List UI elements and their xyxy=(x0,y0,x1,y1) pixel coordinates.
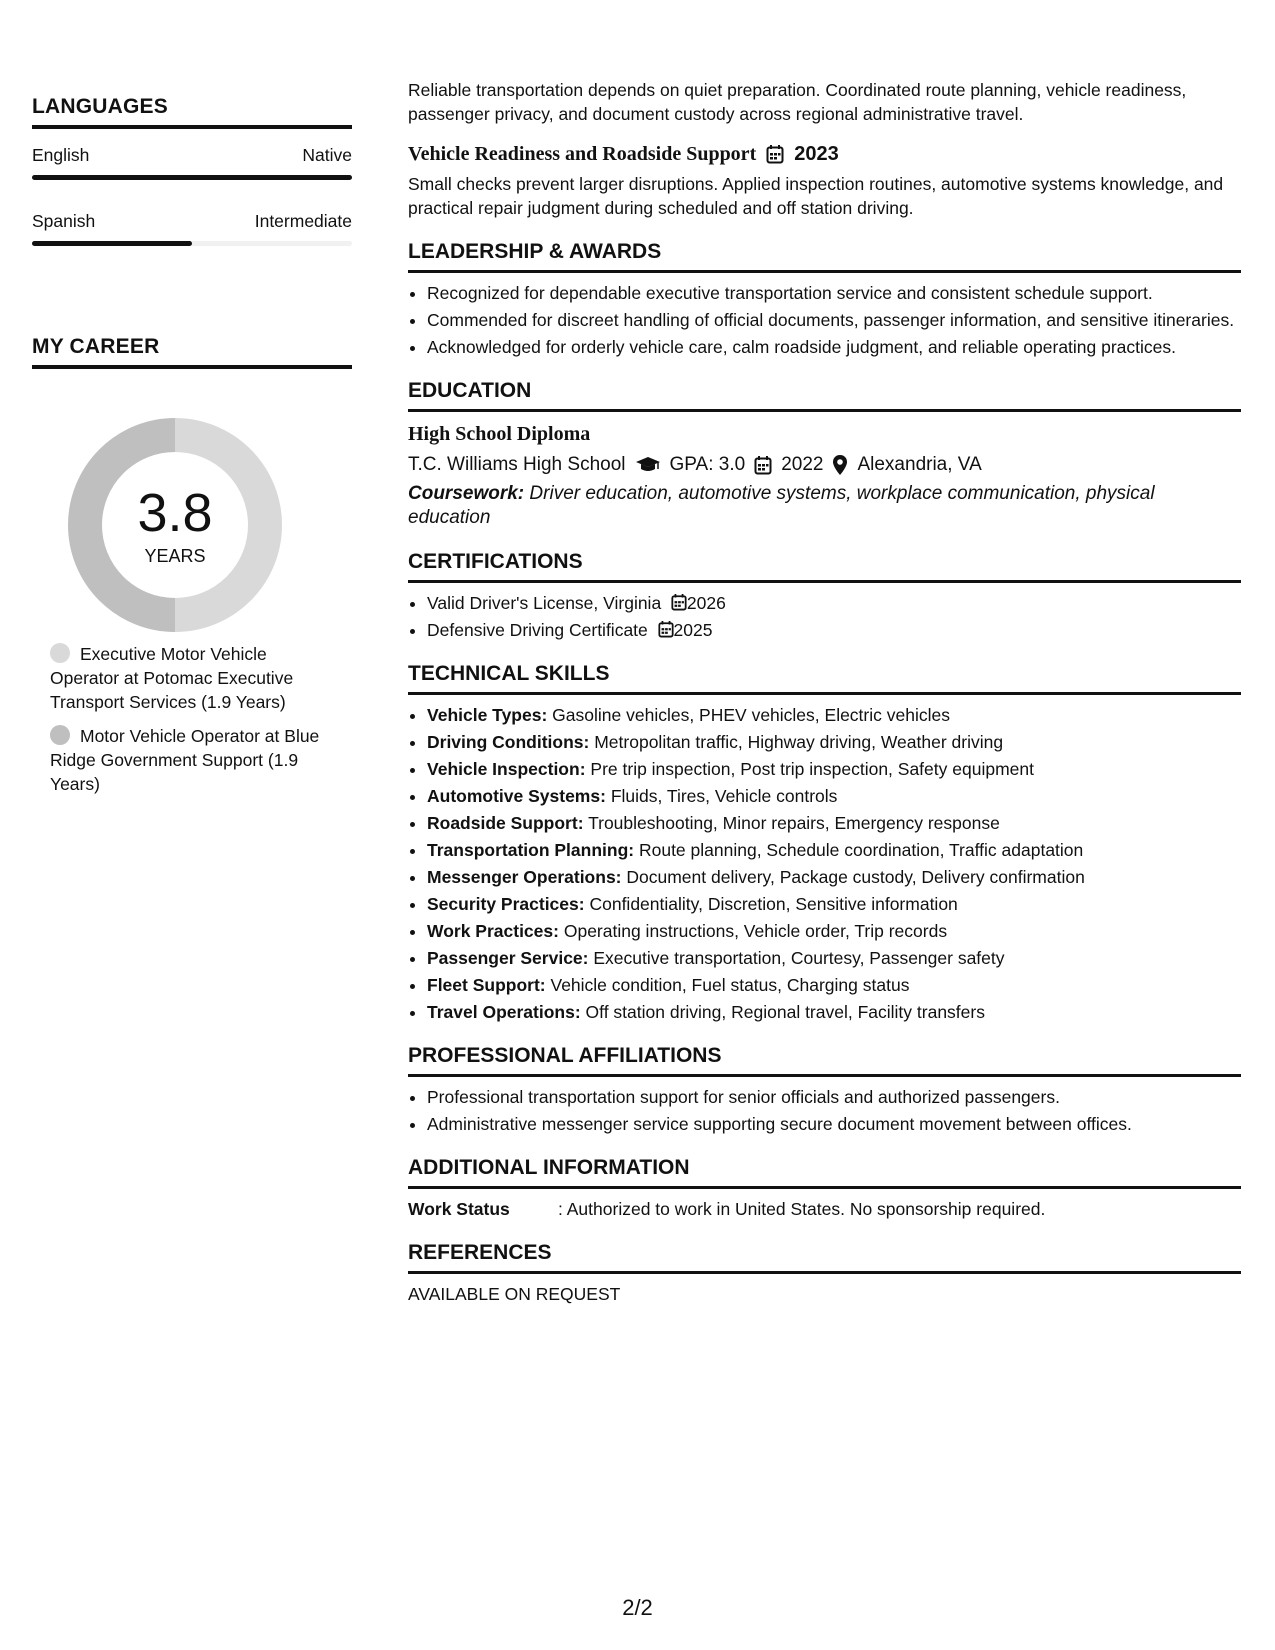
work-status-value: : Authorized to work in United States. No sponsorship required. xyxy=(558,1199,1046,1219)
calendar-icon xyxy=(671,593,687,611)
skill-label: Transportation Planning: xyxy=(427,840,635,860)
skill-label: Roadside Support: xyxy=(427,813,584,833)
intro-paragraph: Reliable transportation depends on quiet preparation. Coordinated route planning, vehicle readiness, passenger privacy, and document custody across regional administrative travel. xyxy=(408,80,1187,124)
skill-label: Driving Conditions: xyxy=(427,732,590,752)
leadership-list xyxy=(408,281,1241,359)
list-item xyxy=(427,618,1241,642)
list-item xyxy=(427,591,1241,615)
career-legend-item xyxy=(50,642,330,714)
graduation-year: 2022 xyxy=(781,454,824,475)
legend-dot xyxy=(50,643,70,663)
skill-item xyxy=(427,757,1241,781)
skill-item xyxy=(427,811,1241,835)
skill-value: Document delivery, Package custody, Delivery confirmation xyxy=(626,867,1085,887)
skill-label: Travel Operations: xyxy=(427,1002,581,1022)
languages-heading: LANGUAGES xyxy=(32,95,352,129)
skill-value: Confidentiality, Discretion, Sensitive information xyxy=(589,894,958,914)
career-heading: MY CAREER xyxy=(32,335,352,369)
career-total-value: 3.8 xyxy=(137,483,213,543)
skill-label: Work Practices: xyxy=(427,921,559,941)
certifications-list xyxy=(408,591,1241,642)
skill-label: Fleet Support: xyxy=(427,975,546,995)
references-text: AVAILABLE ON REQUEST xyxy=(408,1284,621,1304)
graduation-cap-icon xyxy=(635,456,661,474)
project-description: Small checks prevent larger disruptions. Applied inspection routines, automotive systems knowledge, and practical repair judgment during scheduled and off station driving. xyxy=(408,174,1224,218)
leadership-heading: LEADERSHIP & AWARDS xyxy=(408,238,1241,273)
skill-value: Pre trip inspection, Post trip inspection, Safety equipment xyxy=(590,759,1034,779)
skill-value: Metropolitan traffic, Highway driving, Weather driving xyxy=(594,732,1004,752)
skill-value: Route planning, Schedule coordination, Traffic adaptation xyxy=(638,840,1084,860)
skills-heading: TECHNICAL SKILLS xyxy=(408,660,1241,695)
affiliations-heading: PROFESSIONAL AFFILIATIONS xyxy=(408,1042,1241,1077)
education-details xyxy=(408,450,1241,480)
list-item: • Professional transportation support for senior officials and authorized passengers. xyxy=(427,1085,1241,1109)
calendar-icon xyxy=(766,144,784,164)
skill-item xyxy=(427,973,1241,997)
work-status-label: Work Status xyxy=(408,1199,510,1219)
school-location: Alexandria, VA xyxy=(857,454,982,475)
page-number: 2/2 xyxy=(622,1595,653,1620)
references-heading: REFERENCES xyxy=(408,1239,1241,1274)
calendar-icon xyxy=(658,620,674,638)
school-name: T.C. Williams High School xyxy=(408,454,626,475)
legend-dot xyxy=(50,725,70,745)
skill-value: Gasoline vehicles, PHEV vehicles, Electric vehicles xyxy=(552,705,950,725)
skill-item xyxy=(427,703,1241,727)
skill-item xyxy=(427,730,1241,754)
certifications-heading: CERTIFICATIONS xyxy=(408,548,1241,583)
language-bar-fill xyxy=(32,175,352,180)
skill-item xyxy=(427,865,1241,889)
career-donut-chart xyxy=(65,415,285,635)
coursework-text: Driver education, automotive systems, workplace communication, physical education xyxy=(408,483,1155,528)
language-name: English xyxy=(32,145,90,165)
list-item: • Acknowledged for orderly vehicle care, calm roadside judgment, and reliable operating practices. xyxy=(427,335,1241,359)
career-legend-label: Executive Motor Vehicle Operator at Potomac Executive Transport Services (1.9 Years) xyxy=(50,644,294,712)
skill-value: Operating instructions, Vehicle order, Trip records xyxy=(563,921,948,941)
certification-year: 2025 xyxy=(673,620,713,640)
skill-label: Vehicle Types: xyxy=(427,705,548,725)
work-status-row xyxy=(408,1197,1241,1221)
skill-label: Security Practices: xyxy=(427,894,585,914)
skill-value: Troubleshooting, Minor repairs, Emergency response xyxy=(588,813,1000,833)
skill-label: Automotive Systems: xyxy=(427,786,606,806)
skill-value: Off station driving, Regional travel, Facility transfers xyxy=(585,1002,985,1022)
gpa: GPA: 3.0 xyxy=(669,454,746,475)
language-row-spanish xyxy=(32,211,352,232)
skill-item xyxy=(427,838,1241,862)
skill-item xyxy=(427,892,1241,916)
additional-info-heading: ADDITIONAL INFORMATION xyxy=(408,1154,1241,1189)
career-legend-label: Motor Vehicle Operator at Blue Ridge Government Support (1.9 Years) xyxy=(50,726,320,794)
skill-label: Passenger Service: xyxy=(427,948,589,968)
language-name: Spanish xyxy=(32,211,96,231)
language-bar-spanish xyxy=(32,241,352,246)
skill-item xyxy=(427,919,1241,943)
certification-name: Defensive Driving Certificate xyxy=(427,620,648,640)
project-year: 2023 xyxy=(794,143,839,165)
language-bar-fill xyxy=(32,241,192,246)
certification-year: 2026 xyxy=(686,593,726,613)
degree-title: High School Diploma xyxy=(408,423,591,445)
skill-item xyxy=(427,784,1241,808)
affiliations-list xyxy=(408,1085,1241,1136)
coursework-label: Coursework: xyxy=(408,483,525,504)
language-level: Intermediate xyxy=(254,211,352,231)
calendar-icon xyxy=(754,455,772,475)
list-item: • Recognized for dependable executive transportation service and consistent schedule support. xyxy=(427,281,1241,305)
skill-value: Vehicle condition, Fuel status, Charging status xyxy=(550,975,910,995)
skill-item xyxy=(427,1000,1241,1024)
coursework xyxy=(408,482,1241,530)
project-title-row xyxy=(408,140,1241,168)
list-item: • Commended for discreet handling of official documents, passenger information, and sensitive itineraries. xyxy=(427,308,1241,332)
skill-value: Executive transportation, Courtesy, Passenger safety xyxy=(593,948,1005,968)
skill-label: Messenger Operations: xyxy=(427,867,622,887)
language-row-english xyxy=(32,145,352,166)
career-total-unit: YEARS xyxy=(144,546,206,566)
language-level: Native xyxy=(302,145,352,165)
main-content xyxy=(408,78,1241,1306)
skill-item xyxy=(427,946,1241,970)
project-title: Vehicle Readiness and Roadside Support xyxy=(408,143,757,165)
skill-value: Fluids, Tires, Vehicle controls xyxy=(610,786,838,806)
skills-list xyxy=(408,703,1241,1024)
location-pin-icon xyxy=(832,454,848,476)
education-heading: EDUCATION xyxy=(408,377,1241,412)
certification-name: Valid Driver's License, Virginia xyxy=(427,593,662,613)
career-legend-item xyxy=(50,724,330,796)
language-bar-english xyxy=(32,175,352,180)
list-item: • Administrative messenger service supporting secure document movement between offices. xyxy=(427,1112,1241,1136)
skill-label: Vehicle Inspection: xyxy=(427,759,586,779)
